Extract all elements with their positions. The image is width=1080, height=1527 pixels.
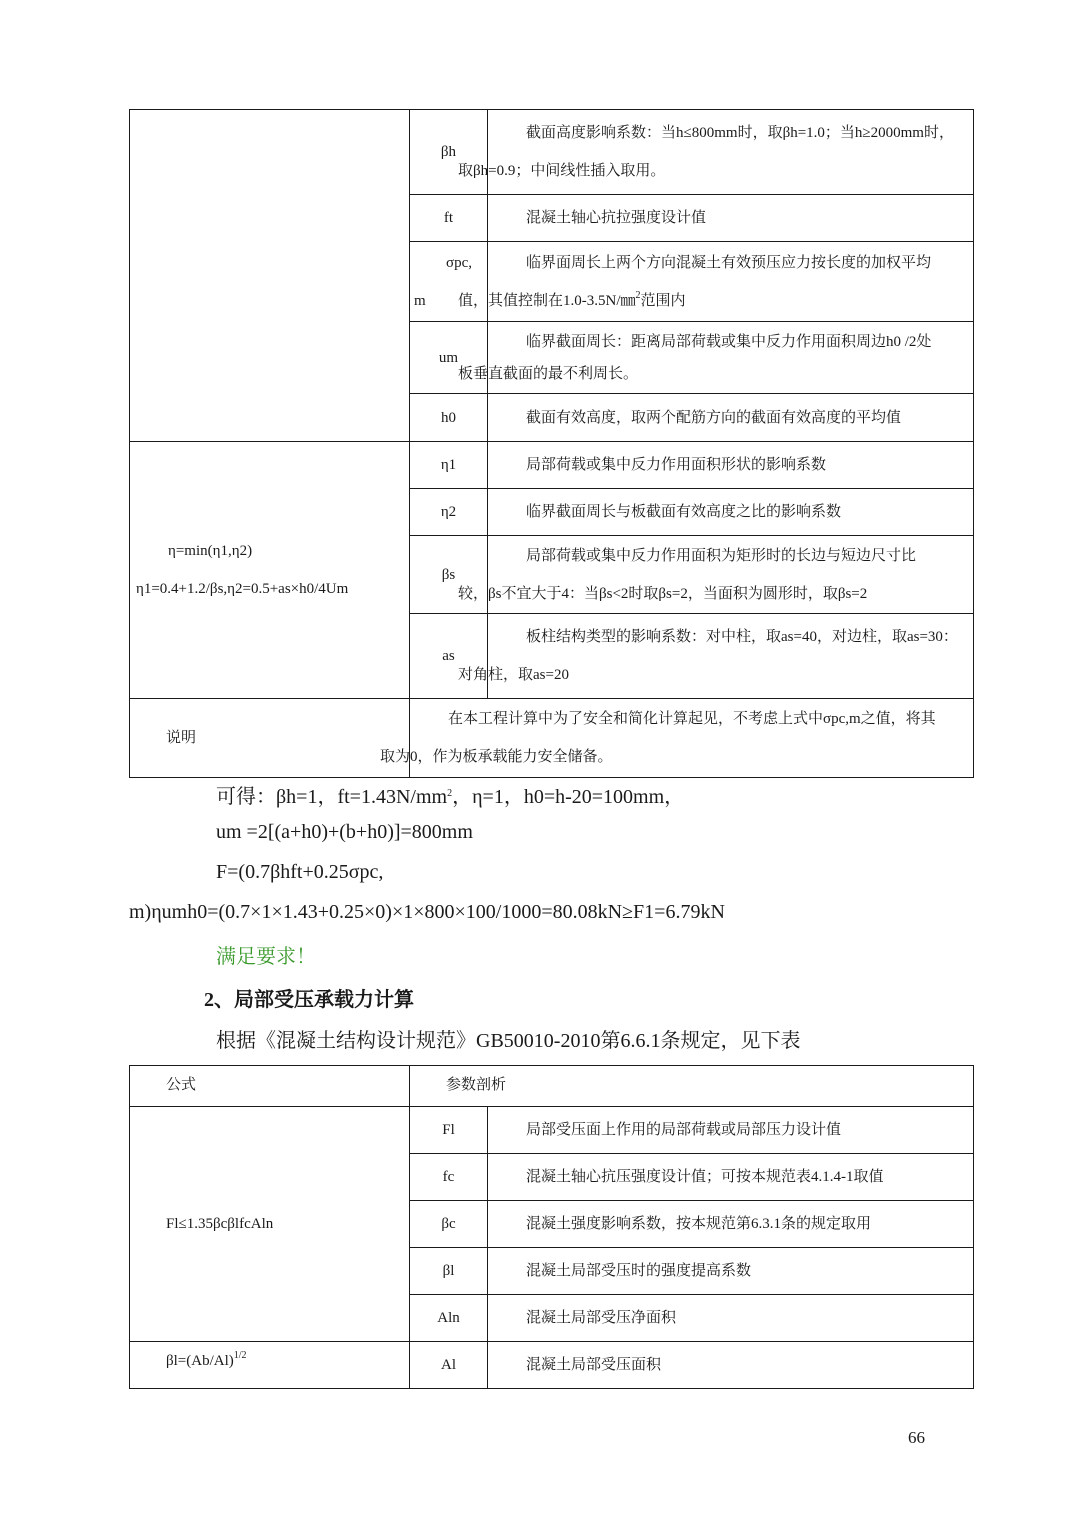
page-number: 66 — [908, 1428, 925, 1447]
calc-line-4: m)ηumh0=(0.7×1×1.43+0.25×0)×1×800×100/1000=80.08kN≥F1=6.79kN — [129, 901, 725, 923]
symbol-cell: η2 — [410, 489, 488, 536]
parameter-table-punching — [129, 109, 974, 778]
description-cell: 局部荷载或集中反力作用面积形状的影响系数 — [488, 442, 974, 489]
header-formula: 公式 — [130, 1066, 410, 1107]
description-cell: 截面有效高度，取两个配筋方向的截面有效高度的平均值 — [488, 394, 974, 442]
description-cell: 截面高度影响系数：当h≤800mm时，取βh=1.0；当h≥2000mm时， 取βh=0.9；中间线性插入取用。 — [488, 110, 974, 195]
description-cell: 临界面周长上两个方向混凝土有效预压应力按长度的加权平均 值，其值控制在1.0-3.5N/㎜$^2$范围内 — [488, 242, 974, 322]
description-cell: 临界截面周长与板截面有效高度之比的影响系数 — [488, 489, 974, 536]
description-cell: 局部荷载或集中反力作用面积为矩形时的长边与短边尺寸比 较，βs不宜大于4：当βs<2时取βs=2，当面积为圆形时，取βs=2 — [488, 536, 974, 614]
description-cell: 临界截面周长：距离局部荷载或集中反力作用面积周边h0 /2处 板垂直截面的最不利周长。 — [488, 322, 974, 394]
symbol-cell: as — [410, 614, 488, 699]
description-cell: 混凝土局部受压面积 — [488, 1342, 974, 1389]
description-cell: 局部受压面上作用的局部荷载或局部压力设计值 — [488, 1107, 974, 1154]
calc-line-3: F=(0.7βhft+0.25σpc, — [216, 861, 384, 883]
symbol-cell: Al — [410, 1342, 488, 1389]
calc-line-1: 可得：βh=1，$ft=1.43N/mm^2$，η=1，h0=h-20=100mm， — [216, 786, 685, 808]
symbol-cell: Aln — [410, 1295, 488, 1342]
symbol-cell: Fl — [410, 1107, 488, 1154]
calc-line-2: um =2[(a+h0)+(b+h0)]=800mm — [216, 821, 473, 843]
symbol-cell: fc — [410, 1154, 488, 1201]
section-intro: 根据《混凝土结构设计规范》GB50010-2010第6.6.1条规定，见下表 — [216, 1030, 801, 1052]
formula-cell-main: Fl≤1.35βcβlfcAln — [130, 1107, 410, 1342]
symbol-cell: h0 — [410, 394, 488, 442]
note-text: 在本工程计算中为了安全和简化计算起见，不考虑上式中σpc,m之值，将其 取为0，作为板承载能力安全储备。 — [410, 699, 974, 778]
symbol-cell: βc — [410, 1201, 488, 1248]
description-cell: 混凝土强度影响系数，按本规范第6.3.1条的规定取用 — [488, 1201, 974, 1248]
formula-cell-beta: $\beta l=(Ab/Al)^{1/2}$ — [130, 1342, 410, 1389]
symbol-cell: ft — [410, 195, 488, 242]
symbol-cell: βs — [410, 536, 488, 614]
description-cell: 混凝土轴心抗压强度设计值；可按本规范表4.1.4-1取值 — [488, 1154, 974, 1201]
description-cell: 混凝土局部受压时的强度提高系数 — [488, 1248, 974, 1295]
symbol-cell: βl — [410, 1248, 488, 1295]
formula-cell-empty — [130, 110, 410, 442]
description-cell: 板柱结构类型的影响系数：对中柱，取as=40，对边柱，取as=30： 对角柱，取as=20 — [488, 614, 974, 699]
parameter-table-local-compression — [129, 1065, 974, 1389]
satisfied-text: 满足要求！ — [216, 946, 316, 968]
symbol-cell: βh — [410, 110, 488, 195]
header-params: 参数剖析 — [410, 1066, 974, 1107]
description-cell: 混凝土局部受压净面积 — [488, 1295, 974, 1342]
symbol-cell: η1 — [410, 442, 488, 489]
symbol-cell: um — [410, 322, 488, 394]
description-cell: 混凝土轴心抗拉强度设计值 — [488, 195, 974, 242]
section-heading: 2、局部受压承载力计算 — [204, 989, 414, 1011]
note-label: 说明 — [130, 699, 410, 778]
symbol-cell: σpc, m — [410, 242, 488, 322]
formula-cell-eta: η=min(η1,η2) η1=0.4+1.2/βs,η2=0.5+as×h0/4Um — [130, 442, 410, 699]
